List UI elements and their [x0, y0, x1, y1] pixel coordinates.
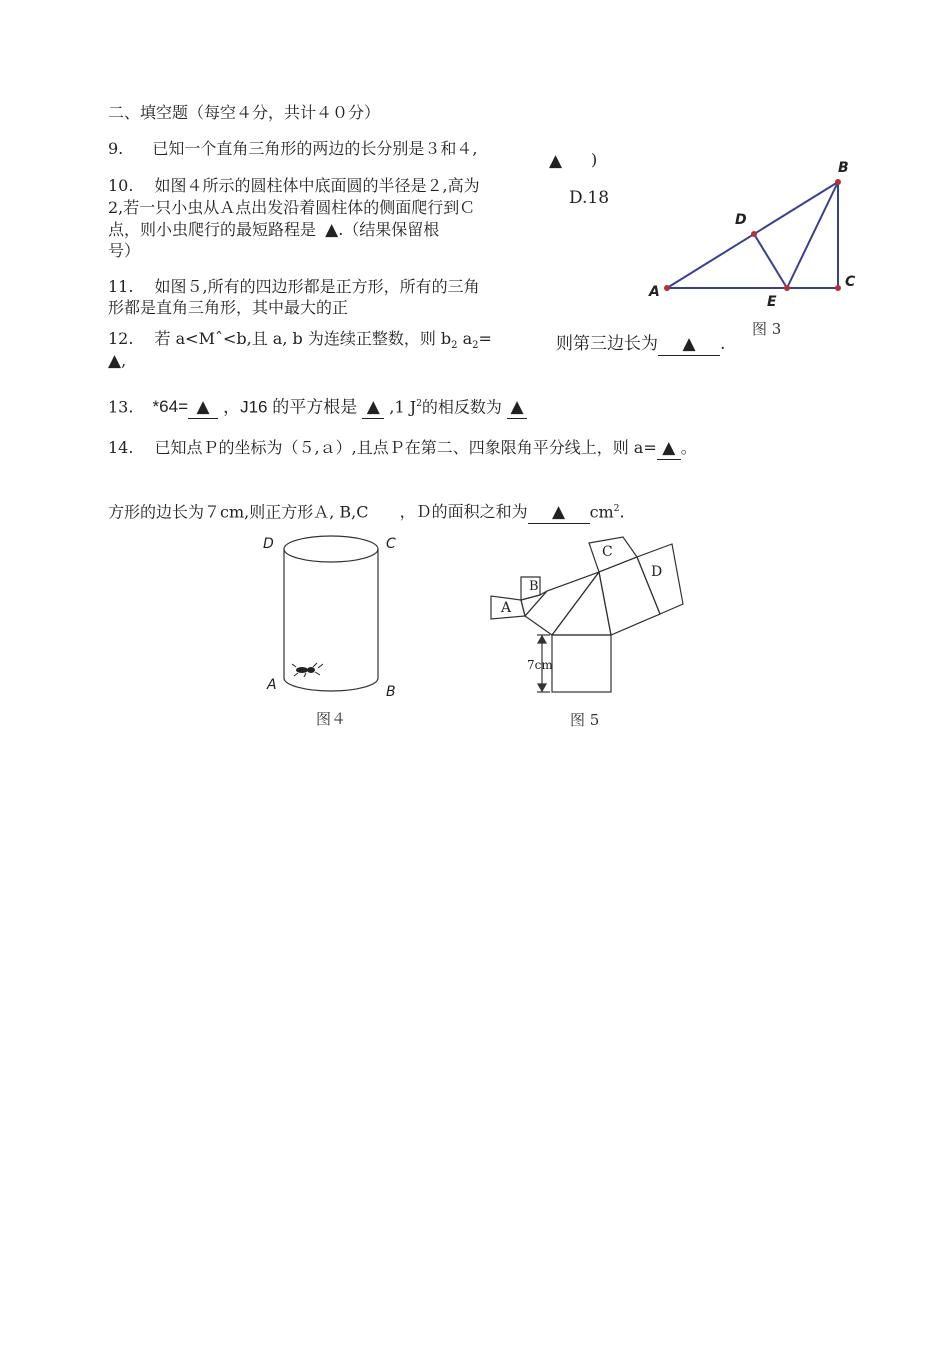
question-number: 10.: [108, 176, 134, 195]
figure-5-caption: 图 5: [570, 711, 600, 729]
unit: cm: [589, 502, 614, 522]
dimension-label: 7cm: [527, 658, 553, 672]
question-number: 9.: [108, 139, 124, 158]
label-d: D: [651, 564, 663, 580]
question-13: [108, 393, 527, 419]
question-text: ，Ｄ的面积之和为: [399, 502, 528, 522]
label-b: B: [529, 579, 539, 594]
question-text: 形都是直角三角形，其中最大的正: [108, 298, 349, 317]
question-10: [108, 175, 480, 197]
subscript: 2: [451, 340, 458, 352]
label-c: C: [602, 544, 613, 560]
label-b: B: [838, 160, 849, 176]
label-a: A: [501, 600, 512, 616]
largest-square: [552, 635, 611, 692]
point-b: [835, 179, 841, 185]
punctuation: 。: [680, 438, 697, 457]
question-text: ，J16 的平方根是: [223, 397, 358, 417]
question-text: ,1 J: [389, 397, 417, 417]
label-a: A: [649, 284, 660, 300]
label-e: E: [767, 294, 777, 310]
question-text: 则第三边长为: [556, 334, 658, 354]
label-a: A: [267, 677, 277, 693]
answer-blank: ▲: [507, 396, 527, 419]
superscript: 2: [416, 399, 422, 409]
figure-5-squares: [485, 530, 695, 700]
label-c: C: [845, 274, 856, 290]
figure-4-caption: 图４: [316, 710, 347, 728]
point-c: [835, 285, 841, 291]
figure-3-caption: 图 3: [752, 320, 782, 338]
question-text: 已知一个直角三角形的两边的长分别是３和４,: [152, 139, 478, 158]
triangle-left: [521, 591, 547, 616]
cylinder-bottom: [284, 678, 378, 691]
question-number: 11.: [108, 277, 134, 296]
answer-placeholder: ▲: [108, 351, 122, 371]
question-number: 13.: [108, 397, 134, 417]
answer-blank: ▲: [528, 501, 590, 524]
punctuation: ,: [121, 351, 127, 370]
question-12-answer: [108, 350, 126, 372]
question-text: 如图５,所有的四边形都是正方形，所有的三角: [154, 277, 480, 296]
figure-3-triangle: [640, 155, 870, 315]
point-a: [664, 285, 670, 291]
question-text: 2,若一只小虫从Ａ点出发沿着圆柱体的侧面爬行到Ｃ: [108, 198, 476, 217]
question-text: 已知点Ｐ的坐标为（５,ａ）,且点Ｐ在第二、四象限角平分线上，则 a=: [154, 438, 657, 457]
label-d: D: [735, 212, 747, 228]
label-b: B: [386, 684, 396, 700]
punctuation: .: [619, 502, 625, 522]
question-12: [108, 328, 492, 357]
option-d-fragment: D.18: [569, 188, 610, 208]
answer-placeholder: ▲: [325, 220, 339, 240]
question-text: 方形的边长为７cm,则正方形Ａ, B,C: [108, 502, 369, 522]
answer-placeholder: ▲: [549, 151, 563, 171]
question-9-tail: [556, 333, 725, 356]
point-d: [751, 231, 757, 237]
segment-de: [754, 234, 787, 288]
superscript: 2: [613, 504, 620, 514]
question-text-line: [108, 219, 439, 241]
question-number: 14.: [108, 438, 134, 457]
question-text: 的相反数为: [421, 397, 502, 417]
question-text: =: [478, 329, 492, 348]
paren-close: ): [591, 150, 598, 169]
answer-blank: ▲: [658, 333, 720, 356]
label-d: D: [263, 536, 274, 552]
question-text: 如图４所示的圆柱体中底面圆的半径是２,高为: [154, 176, 480, 195]
subscript: 2: [472, 340, 479, 352]
label-c: C: [386, 536, 396, 552]
answer-blank: ▲: [188, 396, 218, 419]
main-triangle: [552, 572, 611, 635]
ant-icon: [292, 663, 323, 677]
question-11-continuation: [108, 498, 625, 524]
answer-blank: ▲: [362, 396, 384, 419]
answer-blank: ▲: [657, 437, 681, 460]
question-14: [108, 437, 697, 460]
question-number: 12.: [108, 329, 134, 348]
cylinder-top: [284, 536, 378, 562]
square-c: [589, 537, 637, 572]
question-text: *64=: [152, 397, 188, 417]
question-9: [108, 138, 477, 160]
section-title: 二、填空题（每空４分，共计４０分）: [108, 103, 381, 122]
point-e: [784, 285, 790, 291]
question-11: [108, 276, 480, 298]
question-text: a: [457, 329, 473, 348]
question-text: 号）: [108, 241, 141, 260]
figure-4-cylinder: [280, 530, 390, 700]
question-text: 若 a<Mˆ<b,且 a, b 为连续正整数，则 b: [154, 329, 452, 348]
question-text: 点，则小虫爬行的最短路程是: [108, 220, 317, 239]
question-text: .（结果保留根: [338, 220, 440, 239]
punctuation: .: [720, 334, 726, 354]
